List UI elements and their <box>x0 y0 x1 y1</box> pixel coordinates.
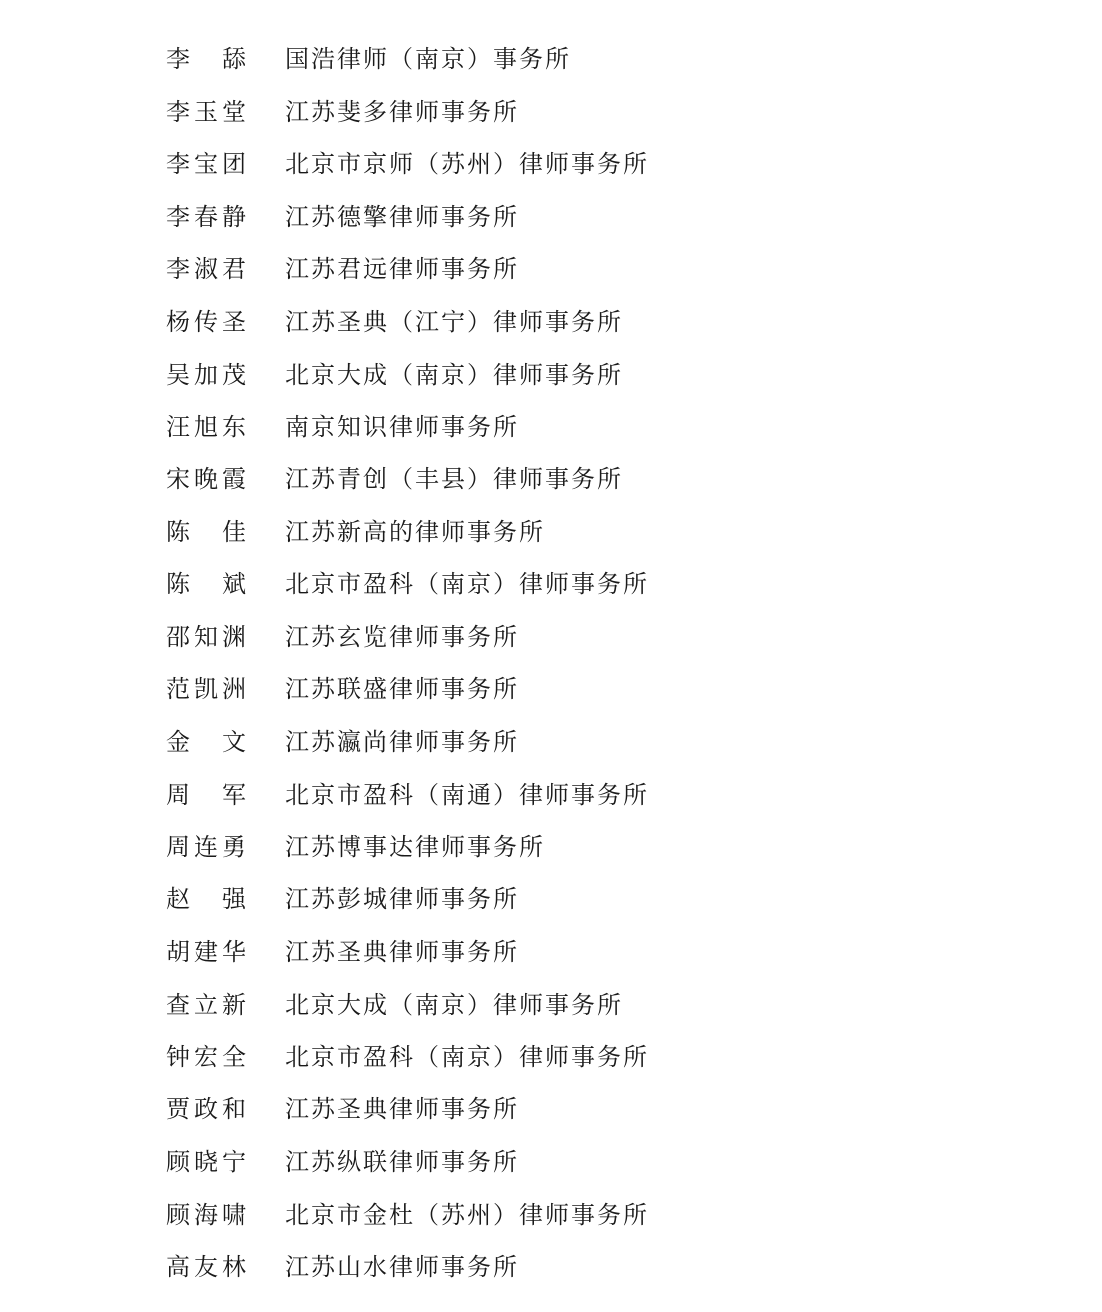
lawyer-name: 宋晚霞 <box>166 465 246 493</box>
law-firm: 北京市盈科（南京）律师事务所 <box>285 570 649 598</box>
lawyer-name: 陈 斌 <box>166 570 246 598</box>
lawyer-name: 汪旭东 <box>166 413 246 441</box>
law-firm: 江苏圣典律师事务所 <box>285 938 519 966</box>
lawyer-name: 顾海啸 <box>166 1201 246 1229</box>
law-firm: 国浩律师（南京）事务所 <box>285 45 571 73</box>
law-firm: 北京市金杜（苏州）律师事务所 <box>285 1201 649 1229</box>
lawyer-name: 顾晓宁 <box>166 1148 246 1176</box>
lawyer-name: 李玉堂 <box>166 98 246 126</box>
lawyer-name: 贾政和 <box>166 1095 246 1123</box>
list-item <box>0 355 1102 395</box>
list-item <box>0 249 1102 289</box>
list-item <box>0 1195 1102 1235</box>
law-firm: 北京大成（南京）律师事务所 <box>285 991 623 1019</box>
law-firm: 江苏德擎律师事务所 <box>285 203 519 231</box>
list-item <box>0 459 1102 499</box>
law-firm: 江苏斐多律师事务所 <box>285 98 519 126</box>
list-item <box>0 92 1102 132</box>
law-firm: 江苏彭城律师事务所 <box>285 885 519 913</box>
law-firm: 江苏青创（丰县）律师事务所 <box>285 465 623 493</box>
lawyer-name: 李 舔 <box>166 45 246 73</box>
lawyer-name: 赵 强 <box>166 885 246 913</box>
lawyer-name: 高友林 <box>166 1253 246 1281</box>
law-firm: 北京市盈科（南通）律师事务所 <box>285 781 649 809</box>
list-item <box>0 144 1102 184</box>
lawyer-name: 杨传圣 <box>166 308 246 336</box>
list-item <box>0 669 1102 709</box>
lawyer-name: 周连勇 <box>166 833 246 861</box>
list-item <box>0 197 1102 237</box>
list-item <box>0 564 1102 604</box>
lawyer-name: 查立新 <box>166 991 246 1019</box>
lawyer-name: 李春静 <box>166 203 246 231</box>
list-item <box>0 1037 1102 1077</box>
list-item <box>0 827 1102 867</box>
list-item <box>0 302 1102 342</box>
lawyer-name: 吴加茂 <box>166 361 246 389</box>
law-firm: 南京知识律师事务所 <box>285 413 519 441</box>
list-item <box>0 512 1102 552</box>
list-item <box>0 39 1102 79</box>
law-firm: 江苏玄览律师事务所 <box>285 623 519 651</box>
lawyer-name: 钟宏全 <box>166 1043 246 1071</box>
law-firm: 江苏圣典（江宁）律师事务所 <box>285 308 623 336</box>
law-firm: 北京市京师（苏州）律师事务所 <box>285 150 649 178</box>
law-firm: 江苏瀛尚律师事务所 <box>285 728 519 756</box>
lawyer-name: 周 军 <box>166 781 246 809</box>
law-firm: 江苏山水律师事务所 <box>285 1253 519 1281</box>
list-item <box>0 985 1102 1025</box>
law-firm: 北京市盈科（南京）律师事务所 <box>285 1043 649 1071</box>
lawyer-name: 胡建华 <box>166 938 246 966</box>
list-item <box>0 879 1102 919</box>
list-item <box>0 722 1102 762</box>
list-item <box>0 1089 1102 1129</box>
law-firm: 江苏博事达律师事务所 <box>285 833 545 861</box>
lawyer-name: 陈 佳 <box>166 518 246 546</box>
list-item <box>0 932 1102 972</box>
lawyer-name: 李淑君 <box>166 255 246 283</box>
list-item <box>0 617 1102 657</box>
law-firm: 江苏君远律师事务所 <box>285 255 519 283</box>
lawyer-name: 金 文 <box>166 728 246 756</box>
law-firm: 江苏联盛律师事务所 <box>285 675 519 703</box>
law-firm: 北京大成（南京）律师事务所 <box>285 361 623 389</box>
law-firm: 江苏纵联律师事务所 <box>285 1148 519 1176</box>
law-firm: 江苏新高的律师事务所 <box>285 518 545 546</box>
lawyer-name: 李宝团 <box>166 150 246 178</box>
list-item <box>0 1247 1102 1287</box>
lawyer-name: 范凯洲 <box>166 675 246 703</box>
law-firm: 江苏圣典律师事务所 <box>285 1095 519 1123</box>
lawyer-name: 邵知渊 <box>166 623 246 651</box>
list-item <box>0 407 1102 447</box>
list-item <box>0 1142 1102 1182</box>
list-item <box>0 775 1102 815</box>
